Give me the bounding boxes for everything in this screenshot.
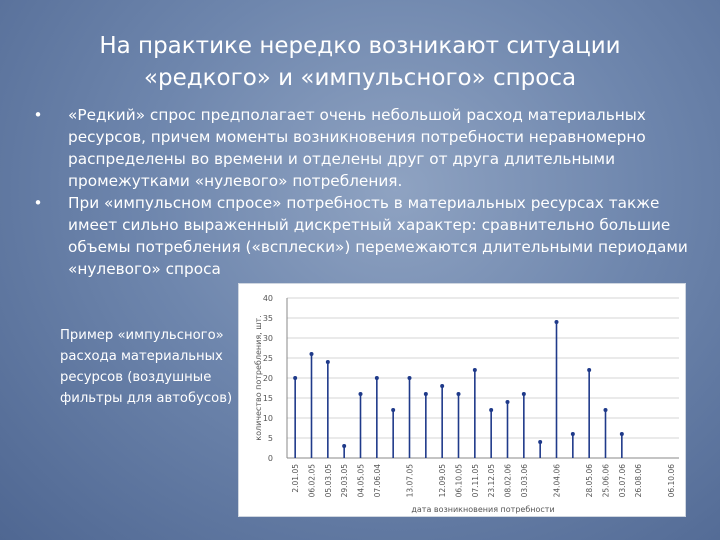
y-tick-label: 40 (262, 294, 273, 303)
x-tick-label: 13.07.05 (405, 464, 415, 498)
x-tick-label: 2.01.05 (291, 464, 301, 493)
y-tick-label: 20 (262, 374, 273, 383)
demand-point (342, 444, 346, 448)
y-tick-label: 25 (262, 354, 273, 363)
demand-point (587, 368, 591, 372)
demand-point (604, 408, 608, 412)
bullet-dot: • (33, 194, 43, 212)
bullet-dot: • (33, 106, 43, 124)
demand-point (326, 360, 330, 364)
x-tick-label: 12.09.05 (438, 464, 448, 498)
demand-point (457, 392, 461, 396)
x-tick-label: 04.05.05 (356, 464, 366, 498)
demand-point (489, 408, 493, 412)
x-tick-label: 29.03.05 (340, 464, 350, 498)
bullet-text-impulse-demand: При «импульсном спросе» потребность в материальных ресурсах также имеет сильно выраженный дискретный характер: сравнительно большие объемы потребления («всплески») перемежаются длительными периодами «нулевого» спроса (68, 194, 688, 278)
y-axis-label: количество потребления, шт. (254, 315, 263, 441)
demand-chart-svg (239, 284, 685, 516)
x-axis-label: дата возникновения потребности (411, 505, 555, 514)
x-tick-label: 06.10.06 (666, 464, 676, 498)
x-tick-label: 08.02.06 (503, 464, 513, 498)
y-tick-label: 10 (262, 414, 273, 423)
x-tick-label: 23.12.05 (487, 464, 497, 498)
x-tick-label: 03.07.06 (617, 464, 627, 498)
x-tick-label: 28.05.06 (585, 464, 595, 498)
x-tick-label: 06.02.05 (307, 464, 317, 498)
demand-point (359, 392, 363, 396)
demand-point (310, 352, 314, 356)
bullet-list (28, 104, 708, 280)
y-tick-label: 35 (262, 314, 273, 323)
demand-point (391, 408, 395, 412)
demand-point (473, 368, 477, 372)
chart-caption: Пример «импульсного» расхода материальных ресурсов (воздушные фильтры для автобусов) (60, 328, 233, 406)
y-tick-label: 0 (267, 454, 273, 463)
demand-point (424, 392, 428, 396)
x-tick-label: 03.03.06 (519, 464, 529, 498)
bullet-item-rare-demand (28, 104, 708, 192)
bullet-item-impulse-demand (28, 192, 708, 280)
x-tick-label: 05.03.05 (323, 464, 333, 498)
demand-chart (238, 283, 686, 517)
demand-point (440, 384, 444, 388)
slide-title: На практике нередко возникают ситуации «редкого» и «импульсного» спроса (99, 33, 621, 91)
demand-point (293, 376, 297, 380)
demand-point (506, 400, 510, 404)
demand-point (555, 320, 559, 324)
demand-point (522, 392, 526, 396)
bullet-text-rare-demand: «Редкий» спрос предполагает очень небольшой расход материальных ресурсов, причем моменты возникновения потребности неравномерно распределены во времени и отделены друг от друга длительными промежутками «нулевого» потребления. (68, 106, 646, 190)
y-tick-label: 5 (267, 434, 273, 443)
x-tick-label: 06.10.05 (454, 464, 464, 498)
demand-point (571, 432, 575, 436)
x-tick-label: 26.08.06 (634, 464, 644, 498)
demand-point (620, 432, 624, 436)
x-tick-label: 07.11.05 (470, 464, 480, 498)
demand-point (375, 376, 379, 380)
x-tick-label: 24.04.06 (552, 464, 562, 498)
x-tick-label: 07.06.04 (372, 464, 382, 498)
demand-point (408, 376, 412, 380)
y-tick-label: 15 (262, 394, 273, 403)
y-tick-label: 30 (262, 334, 273, 343)
demand-point (538, 440, 542, 444)
x-tick-label: 25.06.06 (601, 464, 611, 498)
